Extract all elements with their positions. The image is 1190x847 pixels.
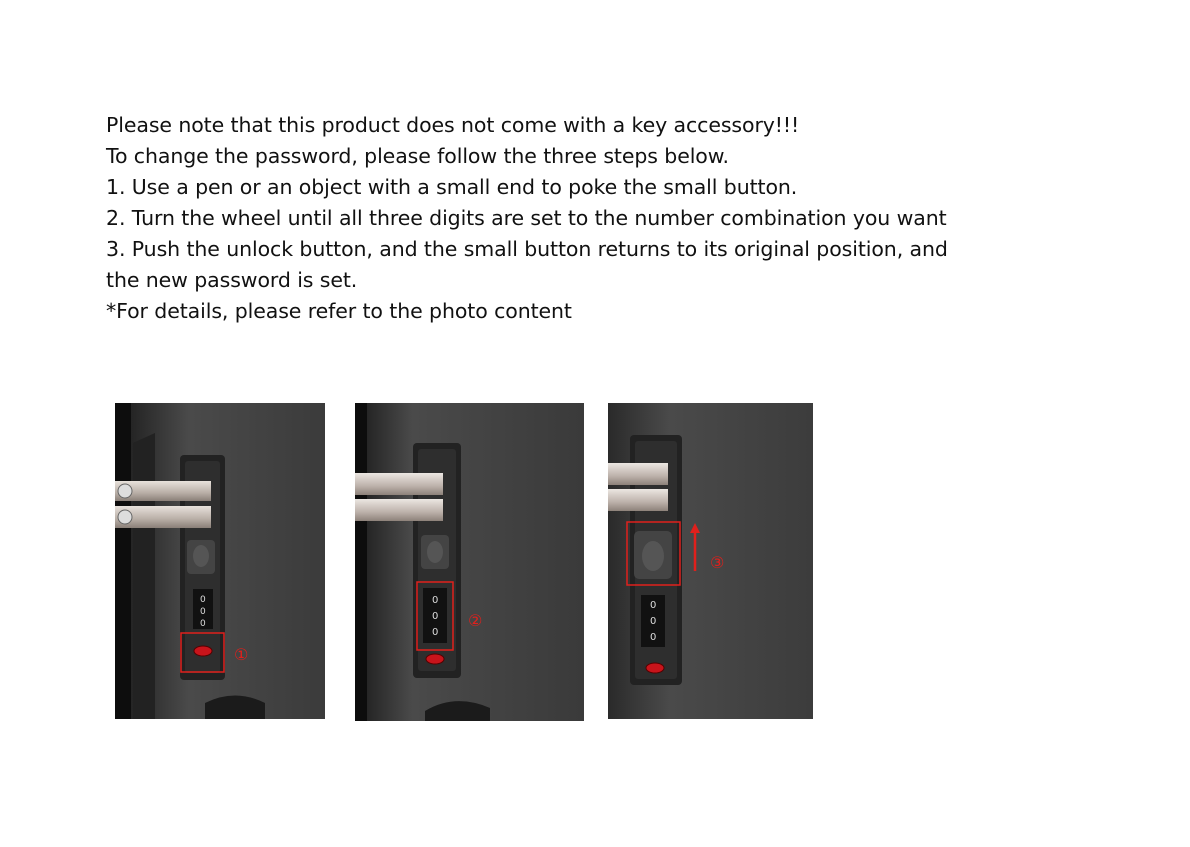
combination-wheel-1: 0 (650, 600, 657, 611)
combination-wheel-3: 0 (200, 619, 206, 629)
step-3-continued: the new password is set. (106, 268, 358, 292)
reset-button (194, 646, 212, 656)
combination-wheel-3: 0 (650, 632, 657, 643)
step-1: 1. Use a pen or an object with a small end to poke the small button. (106, 175, 798, 199)
step-marker-3: ③ (710, 553, 725, 572)
combination-wheel-3: 0 (432, 627, 439, 638)
step-marker-2: ② (468, 611, 483, 630)
step-3-photo (608, 403, 813, 719)
step-1-photo (115, 403, 325, 719)
instruction-text (106, 110, 1006, 327)
combination-wheel-2: 0 (432, 611, 439, 622)
change-password-intro: To change the password, please follow the three steps below. (106, 144, 729, 168)
step-2: 2. Turn the wheel until all three digits are set to the number combination you want (106, 206, 947, 230)
step-2-photo (355, 403, 584, 721)
combination-wheel-2: 0 (650, 616, 657, 627)
step-marker-1: ① (234, 645, 249, 664)
details-note: *For details, please refer to the photo content (106, 299, 572, 323)
combination-wheel-1: 0 (432, 595, 439, 606)
key-accessory-notice: Please note that this product does not come with a key accessory!!! (106, 113, 800, 137)
combination-wheel-2: 0 (200, 607, 206, 617)
step-3: 3. Push the unlock button, and the small button returns to its original position, and (106, 237, 948, 261)
combination-wheel-1: 0 (200, 595, 206, 605)
